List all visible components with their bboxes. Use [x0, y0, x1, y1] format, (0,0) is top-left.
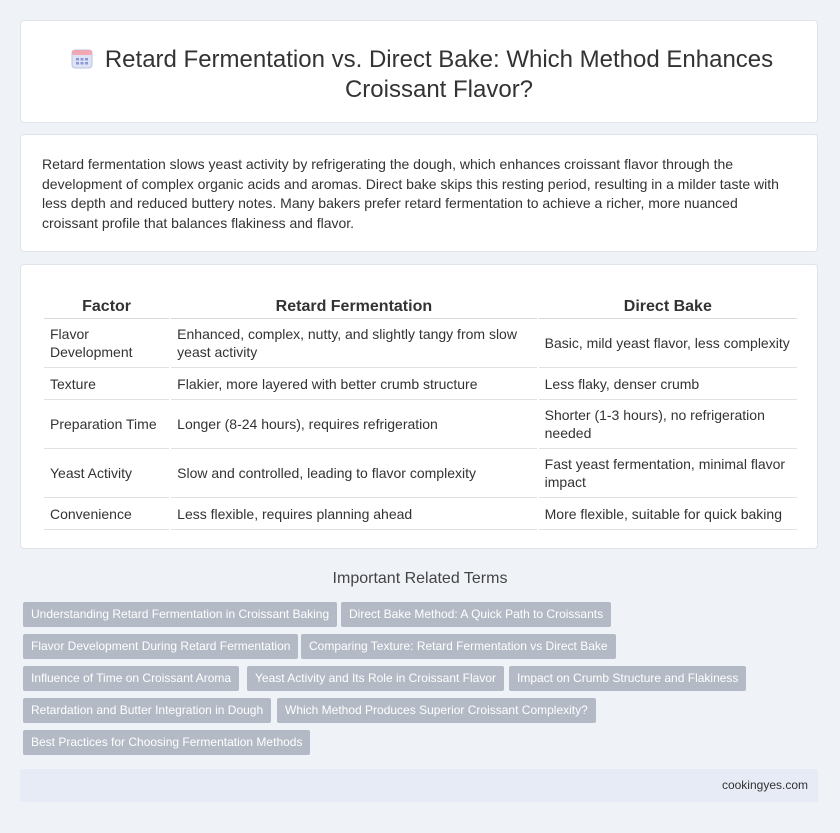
header-direct: Direct Bake — [539, 296, 797, 319]
row-direct: More flexible, suitable for quick baking — [539, 498, 797, 530]
related-term-tag[interactable]: Best Practices for Choosing Fermentation Methods — [23, 730, 310, 755]
table-row — [44, 368, 797, 400]
row-direct: Fast yeast fermentation, minimal flavor impact — [539, 449, 797, 498]
related-terms-heading: Important Related Terms — [332, 570, 508, 587]
row-direct: Less flaky, denser crumb — [539, 368, 797, 400]
row-retard: Less flexible, requires planning ahead — [171, 498, 536, 530]
intro-text: Retard fermentation slows yeast activity by refrigerating the dough, which enhances croissant flavor through the development of complex organic acids and aromas. Direct bake skips this resting period, resulting in a milder taste with less depth and reduced buttery notes. Many bakers prefer retard fermentation to achieve a richer, more nuanced croissant profile that balances flakiness and flavor. — [42, 156, 779, 231]
footer-site-link[interactable]: cookingyes.com — [721, 778, 808, 792]
related-term-tag[interactable]: Flavor Development During Retard Fermentation — [23, 634, 298, 659]
table-row — [44, 319, 797, 368]
row-retard: Enhanced, complex, nutty, and slightly tangy from slow yeast activity — [171, 319, 536, 368]
header-factor: Factor — [44, 296, 169, 319]
header-retard: Retard Fermentation — [171, 296, 536, 319]
row-factor: Flavor Development — [44, 319, 169, 368]
table-row — [44, 400, 797, 449]
table-row — [44, 498, 797, 530]
related-term-tag[interactable]: Understanding Retard Fermentation in Croissant Baking — [23, 602, 337, 627]
row-factor: Convenience — [44, 498, 169, 530]
related-term-tag[interactable]: Which Method Produces Superior Croissant Complexity? — [277, 698, 596, 723]
related-term-tag[interactable]: Impact on Crumb Structure and Flakiness — [509, 666, 746, 691]
related-term-tag[interactable]: Comparing Texture: Retard Fermentation vs Direct Bake — [301, 634, 616, 659]
intro-card — [20, 134, 818, 252]
page-title: Retard Fermentation vs. Direct Bake: Which Method Enhances Croissant Flavor? — [104, 46, 774, 103]
footer — [20, 769, 818, 802]
related-term-tag[interactable]: Direct Bake Method: A Quick Path to Croissants — [341, 602, 611, 627]
title-card — [20, 20, 818, 123]
row-factor: Yeast Activity — [44, 449, 169, 498]
row-factor: Preparation Time — [44, 400, 169, 449]
row-retard: Longer (8-24 hours), requires refrigeration — [171, 400, 536, 449]
comparison-card — [20, 264, 818, 549]
row-direct: Basic, mild yeast flavor, less complexity — [539, 319, 797, 368]
comparison-table — [42, 296, 799, 530]
row-retard: Flakier, more layered with better crumb structure — [171, 368, 536, 400]
table-row — [44, 449, 797, 498]
related-term-tag[interactable]: Yeast Activity and Its Role in Croissant Flavor — [247, 666, 504, 691]
row-direct: Shorter (1-3 hours), no refrigeration needed — [539, 400, 797, 449]
row-factor: Texture — [44, 368, 169, 400]
related-term-tag[interactable]: Influence of Time on Croissant Aroma — [23, 666, 239, 691]
row-retard: Slow and controlled, leading to flavor complexity — [171, 449, 536, 498]
related-term-tag[interactable]: Retardation and Butter Integration in Dough — [23, 698, 271, 723]
